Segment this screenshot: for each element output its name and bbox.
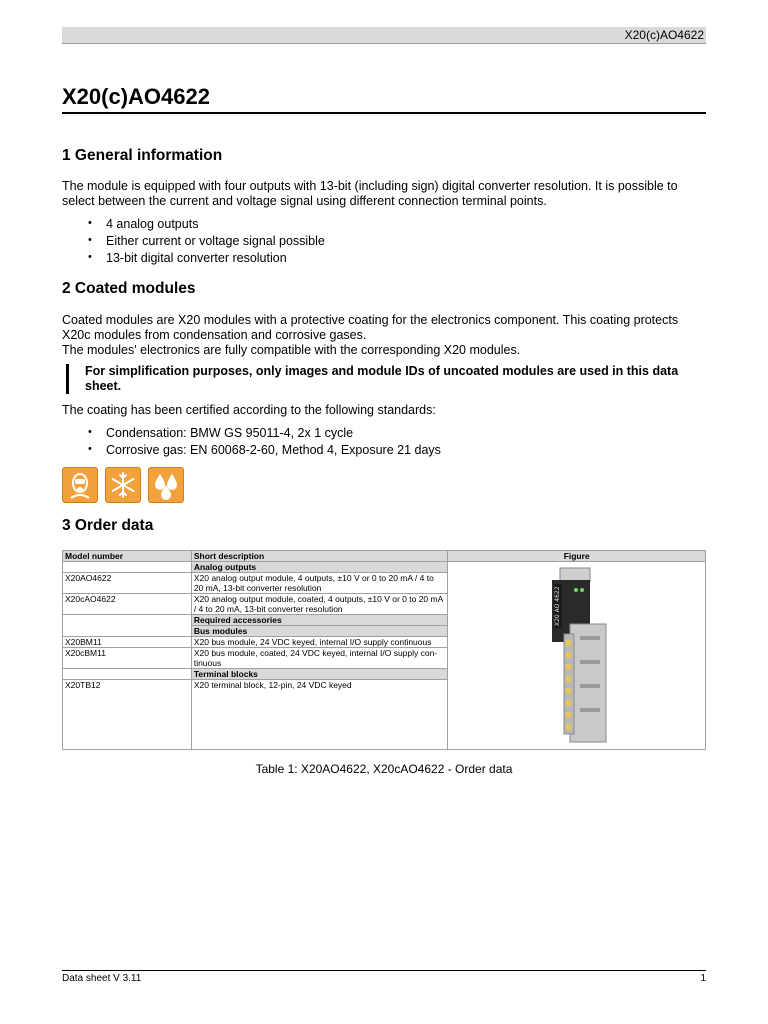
group-label-terminal: Terminal blocks [191, 669, 448, 680]
list-item: • 4 analog outputs [88, 216, 325, 233]
droplets-icon [148, 467, 184, 503]
note-text: For simplification purposes, only images and module IDs of uncoated modules are used in this data sheet. [85, 364, 679, 393]
table-header-row [63, 551, 706, 562]
column-header-model: Model number [63, 551, 192, 562]
column-header-description: Short description [191, 551, 448, 562]
gas-mask-icon [62, 467, 98, 503]
model-cell: X20BM11 [63, 637, 192, 648]
column-header-figure: Figure [448, 551, 706, 562]
table-caption: Table 1: X20AO4622, X20cAO4622 - Order data [255, 762, 513, 776]
coating-icons [62, 467, 184, 503]
module-figure [448, 562, 706, 750]
description-cell: X20 terminal block, 12-pin, 24 VDC keyed [191, 680, 448, 750]
coated-paragraph-1: Coated modules are X20 modules with a protective coating for the electronics component. This coating protects X20c modules from condensation and corrosive gases. [62, 313, 679, 342]
list-item: • Corrosive gas: EN 60068-2-60, Method 4, Exposure 21 days [88, 442, 441, 459]
footer-version: Data sheet V 3.11 [62, 973, 142, 984]
snowflake-icon [105, 467, 141, 503]
running-title: X20(c)AO4622 [624, 28, 704, 42]
model-cell: X20cBM11 [63, 648, 192, 669]
general-bullet-list [88, 216, 325, 267]
group-label-accessories: Required accessories [191, 615, 448, 626]
page-footer [62, 970, 706, 984]
standards-bullet-list [88, 425, 441, 459]
standards-intro: The coating has been certified according to the following standards: [62, 403, 436, 417]
table-row [63, 562, 706, 573]
general-paragraph: The module is equipped with four outputs with 13-bit (including sign) digital converter resolution. It is possible to select between the current and voltage signal using different connection terminal points. [62, 179, 678, 208]
group-label-analog: Analog outputs [191, 562, 448, 573]
group-label-bus: Bus modules [191, 626, 448, 637]
model-cell: X20AO4622 [63, 573, 192, 594]
coated-paragraph-2: The modules' electronics are fully compatible with the corresponding X20 modules. [62, 343, 521, 357]
description-cell: X20 bus module, coated, 24 VDC keyed, internal I/O supply con-tinuous [191, 648, 448, 669]
section-heading-coated: 2 Coated modules [62, 280, 196, 297]
description-cell: X20 analog output module, 4 outputs, ±10 V or 0 to 20 mA / 4 to 20 mA, 13-bit converter resolution [191, 573, 448, 594]
description-cell: X20 bus module, 24 VDC keyed, internal I/O supply continuous [191, 637, 448, 648]
section-heading-general: 1 General information [62, 147, 223, 164]
module-image [542, 564, 612, 746]
page-title: X20(c)AO4622 [62, 84, 706, 114]
list-item: • 13-bit digital converter resolution [88, 250, 325, 267]
list-item: • Condensation: BMW GS 95011-4, 2x 1 cycle [88, 425, 441, 442]
page-number: 1 [700, 973, 706, 984]
description-cell: X20 analog output module, coated, 4 outputs, ±10 V or 0 to 20 mA / 4 to 20 mA, 13-bit converter resolution [191, 594, 448, 615]
order-data-table [62, 550, 706, 750]
note-box [66, 364, 706, 394]
model-cell: X20TB12 [63, 680, 192, 750]
figure-label: X20 AO 4622 [553, 585, 561, 626]
running-header [62, 27, 706, 44]
section-heading-order: 3 Order data [62, 517, 154, 534]
list-item: • Either current or voltage signal possible [88, 233, 325, 250]
model-cell: X20cAO4622 [63, 594, 192, 615]
